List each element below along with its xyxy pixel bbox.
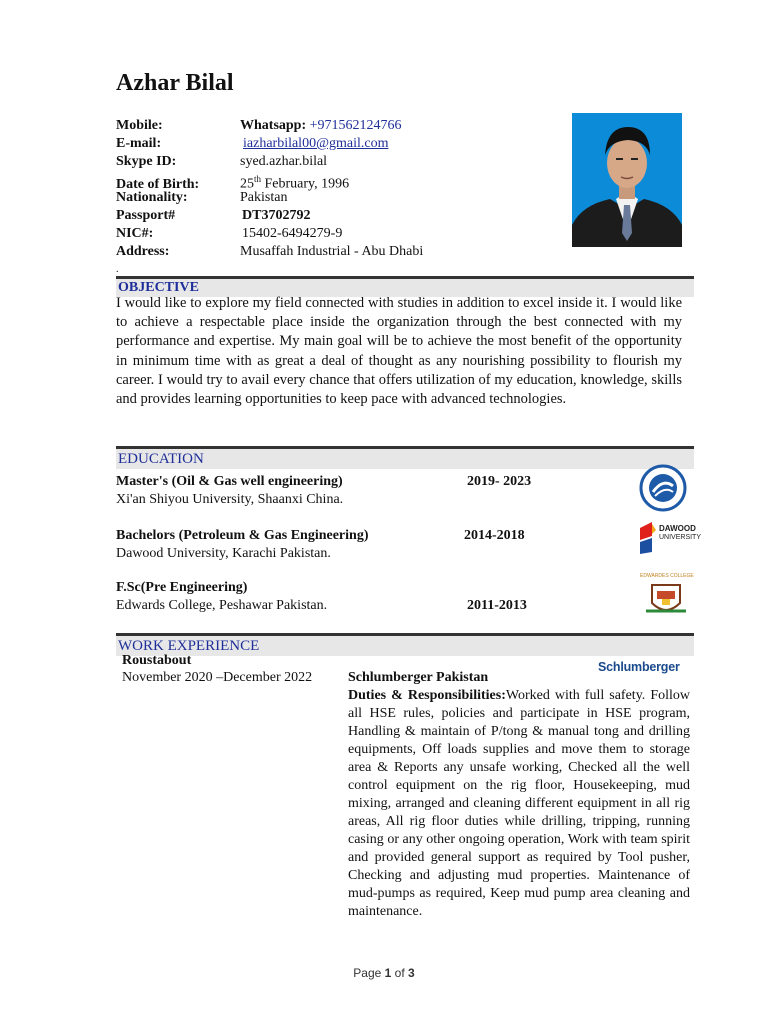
- objective-heading: OBJECTIVE: [116, 276, 694, 297]
- footer-total-pages: 3: [408, 966, 415, 980]
- skype-row: [116, 153, 327, 170]
- college-crest-icon: [640, 581, 692, 619]
- email-label: E-mail:: [116, 136, 162, 151]
- footer-of-word: of: [394, 966, 405, 980]
- edu-years-bachelors: 2014-2018: [464, 528, 525, 543]
- skype-value: syed.azhar.bilal: [240, 154, 328, 169]
- nic-row: [116, 225, 342, 242]
- passport-value: DT3702792: [242, 208, 311, 223]
- dawood-emblem-icon: [638, 520, 658, 556]
- edu-degree-bachelors: Bachelors (Petroleum & Gas Engineering): [116, 528, 369, 543]
- work-role: Roustabout: [122, 653, 192, 668]
- dawood-logo-text-1: DAWOOD: [659, 524, 696, 533]
- education-heading: EDUCATION: [116, 446, 694, 469]
- xian-shiyou-logo: [639, 464, 687, 517]
- work-company: Schlumberger Pakistan: [348, 670, 489, 685]
- edu-degree-fsc: F.Sc(Pre Engineering): [116, 580, 248, 595]
- portrait-illustration: [572, 113, 682, 247]
- page-footer: [0, 966, 768, 980]
- duties-label: Duties & Responsibilities:: [348, 688, 506, 703]
- nic-value: 15402-6494279-9: [242, 226, 343, 241]
- edwardes-logo-text: EDWARDES COLLEGE: [640, 573, 694, 579]
- edu-institution-fsc: Edwards College, Peshawar Pakistan.: [116, 598, 328, 613]
- edu-institution-bachelors: Dawood University, Karachi Pakistan.: [116, 546, 331, 561]
- footer-page-word: Page: [353, 966, 382, 980]
- duties-block: [348, 687, 690, 921]
- nationality-label: Nationality:: [116, 190, 188, 205]
- passport-label: Passport#: [116, 208, 176, 223]
- passport-row: [116, 207, 310, 224]
- dawood-university-logo: [638, 520, 702, 558]
- dob-label: Date of Birth:: [116, 176, 200, 192]
- email-row: [116, 135, 388, 152]
- dob-rest: February, 1996: [261, 176, 350, 192]
- whatsapp-label: Whatsapp:: [240, 118, 307, 133]
- nic-label: NIC#:: [116, 226, 154, 241]
- edwardes-college-logo: [640, 573, 692, 619]
- mobile-row: [116, 117, 402, 134]
- nationality-value: Pakistan: [240, 190, 288, 205]
- email-link[interactable]: iazharbilal00@gmail.com: [243, 136, 389, 151]
- work-experience-heading: WORK EXPERIENCE: [116, 633, 694, 656]
- dob-day: 25: [240, 176, 254, 192]
- nationality-row: [116, 189, 287, 206]
- duties-text: Worked with full safety. Follow all HSE rules, policies and participate in HSE program, Handling & maintain of P/tong & manual tong and drilling equipments, Off loads supplies and move them to storage area & Reports any unsafe working, Checked all the well control equipment on the rig floor, Housekeeping, mud mixing, arranged and cleaning different equipment in all rig areas, All rig floor duties while drilling, tripping, running casing or any other ongoing operation, Work with team spirit and provided general support as required by Tool pusher, Checking and adjusting mud properties. Maintenance of mud-pumps as required, Keep mud pump area cleaning and maintenance.: [348, 688, 690, 919]
- profile-photo: [572, 113, 682, 247]
- objective-text: I would like to explore my field connected with studies in addition to excel inside it. I would like to achieve a respectable place inside the organization through the best connected with my performance and expertise. My main goal will be to achieve the most benefit of the opportunity in minimum time with as great a deal of thought as any nourishing possibility to flourish my career. I would try to avail every chance that offers utilization of my education, knowledge, skills and provides learning opportunities to keep pace with advanced technologies.: [116, 295, 682, 408]
- address-row: [116, 243, 423, 260]
- skype-label: Skype ID:: [116, 154, 177, 169]
- address-label: Address:: [116, 244, 170, 259]
- whatsapp-number[interactable]: +971562124766: [309, 118, 402, 133]
- edu-degree-masters: Master's (Oil & Gas well engineering): [116, 474, 343, 489]
- candidate-name: Azhar Bilal: [116, 70, 234, 96]
- mobile-label: Mobile:: [116, 118, 163, 133]
- edu-years-fsc: 2011-2013: [467, 598, 527, 613]
- dob-suffix: th: [254, 174, 262, 184]
- schlumberger-logo: Schlumberger: [598, 660, 680, 674]
- work-period: November 2020 –December 2022: [122, 670, 313, 685]
- edu-years-masters: 2019- 2023: [467, 474, 532, 489]
- dawood-logo-text-2: UNIVERSITY: [659, 534, 702, 541]
- footer-current-page: 1: [384, 966, 392, 980]
- stray-dot: .: [116, 264, 119, 275]
- edu-institution-masters: Xi'an Shiyou University, Shaanxi China.: [116, 492, 344, 507]
- university-seal-icon: [639, 464, 687, 512]
- address-value: Musaffah Industrial - Abu Dhabi: [240, 244, 424, 259]
